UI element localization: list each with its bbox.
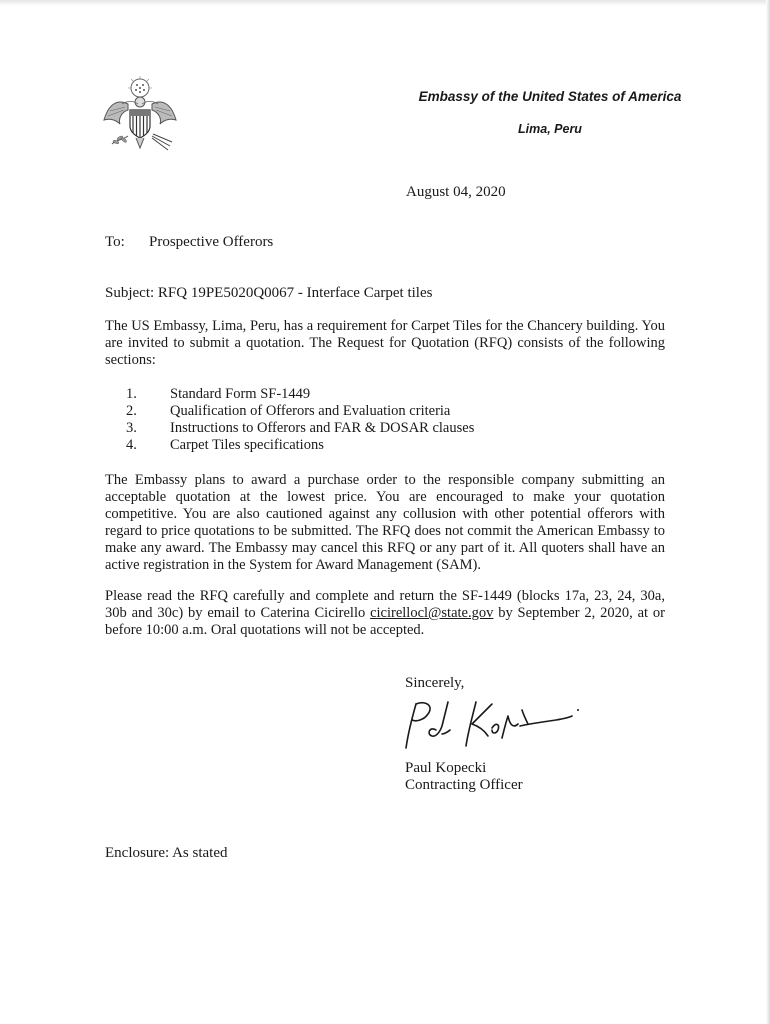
contact-email-link[interactable]: cicirellocl@state.gov: [370, 605, 494, 621]
to-label: To:: [105, 234, 125, 250]
signer-title: Contracting Officer: [405, 777, 523, 793]
list-item-number: 4.: [126, 437, 137, 453]
scan-edge-right: [766, 0, 770, 1024]
great-seal-icon: [98, 74, 182, 158]
list-item-number: 1.: [126, 386, 137, 402]
subject-line: Subject: RFQ 19PE5020Q0067 - Interface Carpet tiles: [105, 285, 433, 301]
award-paragraph: The Embassy plans to award a purchase order to the responsible company submitting an acceptable quotation at the lowest price. You are encouraged to make your quotation competitive. You are also cautioned against any collusion with other potential offerors with regard to price quotations to be submitted. The RFQ does not commit the American Embassy to make any award. The Embassy may cancel this RFQ or any part of it. All quoters shall have an active registration in the System for Award Management (SAM).: [105, 472, 665, 573]
list-item-number: 3.: [126, 420, 137, 436]
sections-list: [126, 386, 474, 454]
instructions-paragraph: [105, 588, 665, 639]
instructions-text-before: Please read the RFQ carefully and complete and return the SF-1449 (blocks 17a, 23, 24, 30a, 30b and 30c) by email to Caterina Cicirello: [105, 588, 665, 621]
list-item: [126, 386, 474, 403]
letterhead-location: Lima, Peru: [518, 122, 582, 136]
list-item: [126, 403, 474, 420]
signer-name: Paul Kopecki: [405, 760, 487, 776]
letter-date: August 04, 2020: [406, 184, 506, 200]
list-item: [126, 437, 474, 454]
list-item: [126, 420, 474, 437]
list-item-text: Instructions to Offerors and FAR & DOSAR clauses: [170, 420, 475, 436]
closing-salutation: Sincerely,: [405, 675, 465, 691]
list-item-number: 2.: [126, 403, 137, 419]
list-item-text: Standard Form SF-1449: [170, 386, 311, 402]
scan-edge-top: [0, 0, 770, 6]
letterhead-embassy-name: Embassy of the United States of America: [418, 89, 682, 104]
handwritten-signature: [392, 690, 592, 754]
list-item-text: Qualification of Offerors and Evaluation criteria: [170, 403, 451, 419]
enclosure-note: Enclosure: As stated: [105, 845, 228, 861]
intro-paragraph: The US Embassy, Lima, Peru, has a requirement for Carpet Tiles for the Chancery building. You are invited to submit a quotation. The Request for Quotation (RFQ) consists of the following sections:: [105, 318, 665, 368]
instructions-text-after: by September 2, 2020, at or before 10:00 a.m. Oral quotations will not be accepted.: [105, 605, 665, 638]
to-recipient: Prospective Offerors: [149, 234, 274, 250]
list-item-text: Carpet Tiles specifications: [170, 437, 324, 453]
